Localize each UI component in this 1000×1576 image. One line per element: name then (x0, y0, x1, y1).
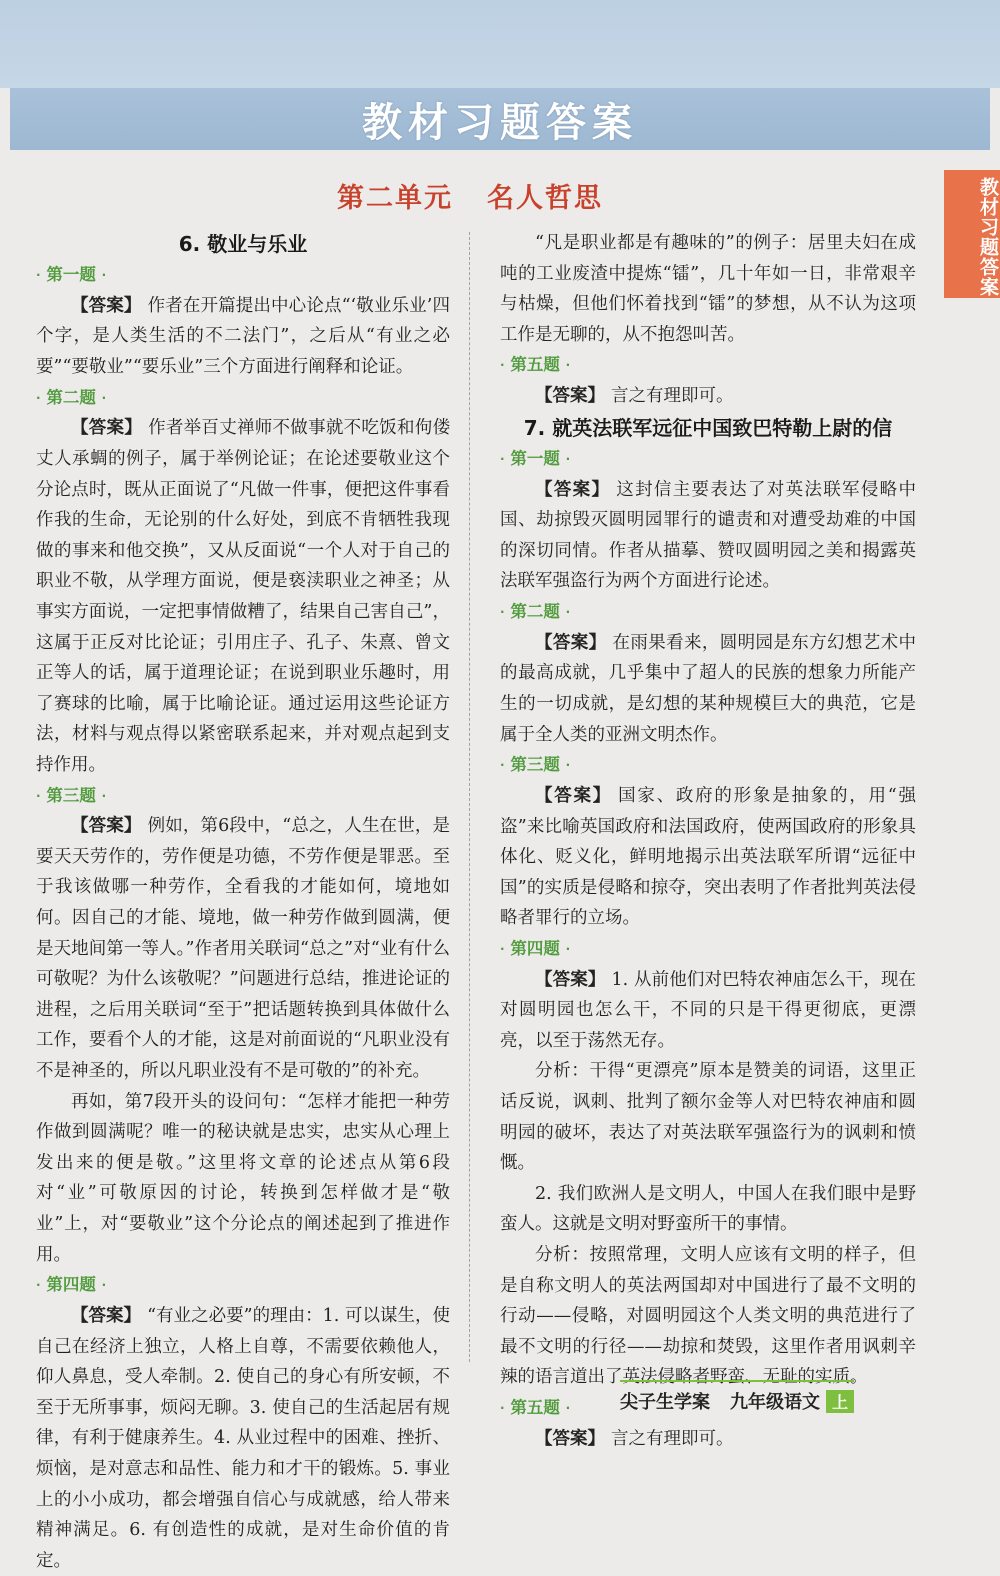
lesson-title: 6. 敬业与乐业 (178, 232, 308, 256)
question-heading: · 第五题 · (500, 1397, 571, 1417)
question-heading: · 第五题 · (500, 355, 571, 375)
footer-page: 上 (826, 1390, 854, 1413)
answer-paragraph: 【答案】 1. 从前他们对巴特农神庙怎么干，现在对圆明园也怎么干，不同的只是干得更彻底，更漂亮，以至于荡然无存。 (500, 969, 916, 1051)
question-heading: · 第三题 · (36, 785, 107, 805)
left-column (36, 228, 450, 1576)
column-divider (469, 232, 470, 1362)
answer-paragraph: 【答案】 言之有理即可。 (535, 1428, 734, 1449)
question-heading: · 第二题 · (36, 387, 107, 407)
answer-paragraph: 2. 我们欧洲人是文明人，中国人在我们眼中是野蛮人。这就是文明对野蛮所干的事情。 (500, 1183, 916, 1235)
banner (10, 88, 990, 150)
answer-paragraph: 【答案】 作者在开篇提出中心论点“‘敬业乐业’四个字，是人类生活的不二法门”，之后从“有业之必要”“要敬业”“要乐业”三个方面进行阐释和论证。 (36, 295, 450, 377)
footer-book: 尖子生学案 (620, 1392, 710, 1413)
question-heading: · 第一题 · (500, 448, 571, 468)
answer-paragraph: 【答案】 作者举百丈禅师不做事就不吃饭和佝偻丈人承蜩的例子，属于举例论证；在论述要敬业这个分论点时，既从正面说了“凡做一件事，便把这件事看作我的生命，无论别的什么好处，到底不肯牺牲我现做的事来和他交换”，又从反面说“一个人对于自己的职业不敬，从学理方面说，便是亵渎职业之神圣；从事实方面说，一定把事情做糟了，结果自己害自己”，这属于正反对比论证；引用庄子、孔子、朱熹、曾文正等人的话，属于道理论证；在说到职业乐趣时，用了赛球的比喻，属于比喻论证。通过运用这些论证方法，材料与观点得以紧密联系起来，并对观点起到支持作用。 (36, 418, 451, 775)
top-band (0, 0, 1000, 88)
page-footer (620, 1380, 854, 1414)
lesson-title: 7. 就英法联军远征中国致巴特勒上尉的信 (523, 415, 893, 440)
answer-paragraph: 分析：按照常理，文明人应该有文明的样子，但是自称文明人的英法两国却对中国进行了最不文明的行动——侵略，对圆明园这个人类文明的典范进行了最不文明的行径——劫掠和焚毁，这里作者用讽刺辛辣的语言道出了英法侵略者野蛮、无耻的实质。 (500, 1245, 916, 1388)
side-tab: 教材习题答案 (944, 170, 1000, 298)
question-heading: · 第四题 · (36, 1275, 107, 1295)
answer-paragraph: 再如，第7段开头的设问句：“怎样才能把一种劳作做到圆满呢？唯一的秘诀就是忠实，忠实从心理上发出来的便是敬。”这里将文章的论述点从第6段对“业”可敬原因的讨论，转换到怎样做才是“敬业”上，对“要敬业”这个分论点的阐述起到了推进作用。 (36, 1091, 450, 1265)
question-heading: · 第三题 · (500, 755, 571, 775)
answer-paragraph: “凡是职业都是有趣味的”的例子：居里夫妇在成吨的工业废渣中提炼“镭”，几十年如一日，非常艰辛与枯燥，但他们怀着找到“镭”的梦想，从不认为这项工作是无聊的，从不抱怨叫苦。 (500, 233, 916, 345)
question-heading: · 第二题 · (500, 601, 571, 621)
answer-paragraph: 分析：干得“更漂亮”原本是赞美的词语，这里正话反说，讽刺、批判了额尔金等人对巴特农神庙和圆明园的破坏，表达了对英法联军强盗行为的讽刺和愤慨。 (500, 1061, 916, 1174)
unit-title (0, 176, 940, 215)
question-heading: · 第一题 · (36, 265, 107, 284)
unit-name: 名人哲思 (487, 183, 603, 214)
unit-label: 第二单元 (337, 183, 453, 214)
answer-paragraph: 【答案】 “有业之必要”的理由：1. 可以谋生，使自己在经济上独立，人格上自尊，不需要依赖他人，仰人鼻息，受人牵制。2. 使自己的身心有所安顿，不至于无所事事，烦闷无聊。3. 使自己的生活起居有规律，有利于健康养生。4. 从业过程中的困难、挫折、烦恼，是对意志和品性、能力和才干的锻炼。5. 事业上的小小成功，都会增强自信心与成就感，给人带来精神满足。6. 有创造性的成就，是对生命价值的肯定。 (36, 1306, 451, 1571)
answer-paragraph: 【答案】 这封信主要表达了对英法联军侵略中国、劫掠毁灭圆明园罪行的谴责和对遭受劫难的中国的深切同情。作者从描摹、赞叹圆明园之美和揭露英法联军强盗行为两个方面进行论述。 (500, 479, 917, 592)
footer-grade: 九年级语文 (730, 1392, 820, 1413)
answer-paragraph: 【答案】 国家、政府的形象是抽象的，用“强盗”来比喻英国政府和法国政府，使两国政府的形象具体化、贬义化，鲜明地揭示出英法联军所谓“远征中国”的实质是侵略和掠夺，突出表明了作者批判英法侵略者罪行的立场。 (500, 785, 916, 929)
answer-paragraph: 【答案】 例如，第6段中，“总之，人生在世，是要天天劳作的，劳作便是功德，不劳作便是罪恶。至于我该做哪一种劳作，全看我的才能如何，境地如何。因自己的才能、境地，做一种劳作做到圆满，便是天地间第一等人。”作者用关联词“总之”对“业有什么可敬呢？为什么该敬呢？”问题进行总结，推进论证的进程，之后用关联词“至于”把话题转换到具体做什么工作，要看个人的才能，这是对前面说的“凡职业没有不是神圣的，所以凡职业没有不是可敬的”的补充。 (36, 816, 450, 1082)
answer-paragraph: 【答案】 言之有理即可。 (535, 386, 734, 407)
question-heading: · 第四题 · (500, 938, 571, 958)
banner-title: 教材习题答案 (362, 99, 638, 146)
right-column (500, 228, 916, 1454)
answer-paragraph: 【答案】 在雨果看来，圆明园是东方幻想艺术中的最高成就，几乎集中了超人的民族的想象力所能产生的一切成就，是幻想的某种规模巨大的典范，它是属于全人类的亚洲文明杰作。 (500, 632, 916, 745)
